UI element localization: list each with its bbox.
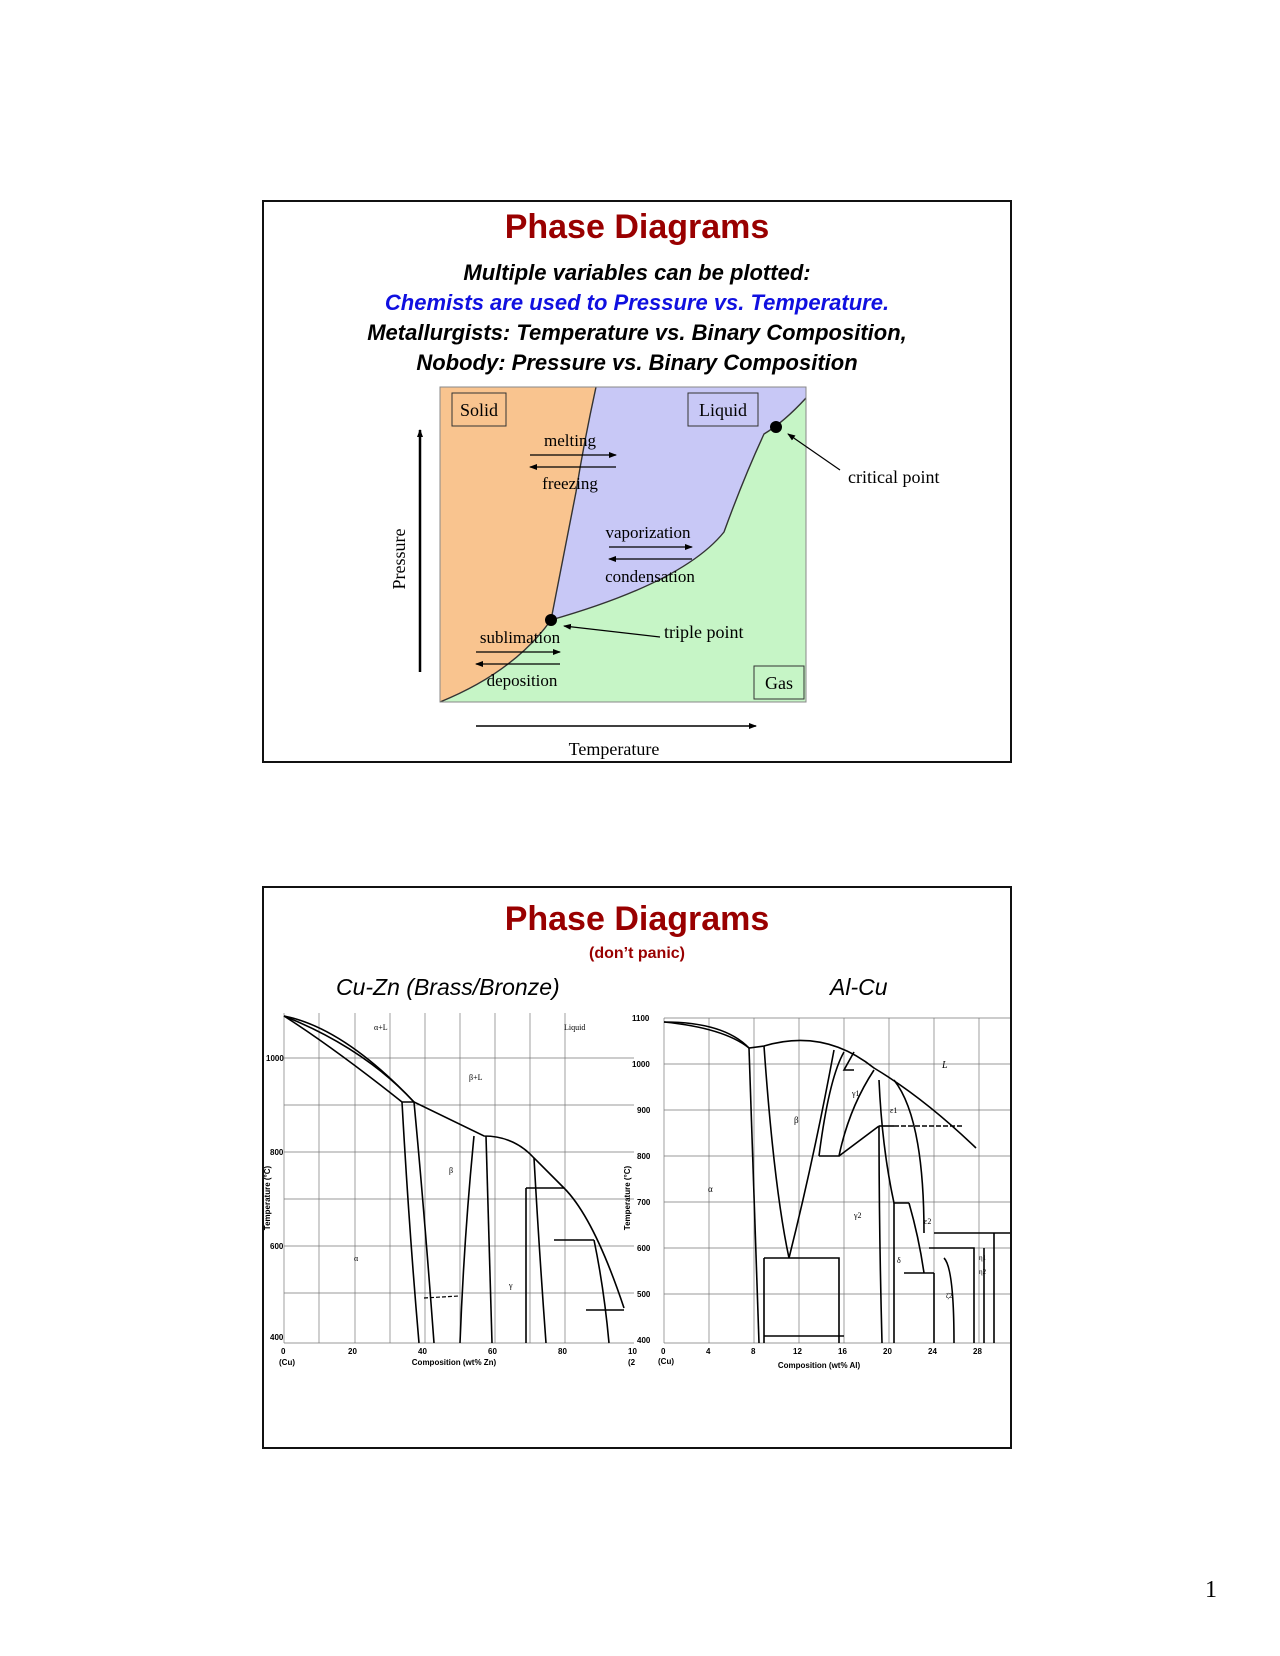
- al-cu-y-tick-600: 600: [637, 1244, 651, 1253]
- slide-1-line-3: Metallurgists: Temperature vs. Binary Composition,: [367, 320, 907, 345]
- slide-1-line-1: Multiple variables can be plotted:: [463, 260, 811, 285]
- slide-1-line-2: Chemists are used to Pressure vs. Temperature.: [384, 290, 890, 315]
- al-cu-zeta2-label: ζ2: [946, 1292, 953, 1300]
- slide-1: [262, 200, 1012, 763]
- al-cu-gamma1-label: γ1: [852, 1089, 860, 1098]
- al-cu-phase-diagram: [624, 1008, 1010, 1378]
- al-cu-alpha-label: α: [708, 1184, 713, 1194]
- al-cu-x-tick-4: 4: [706, 1347, 711, 1356]
- al-cu-y-label: Temperature (°C): [623, 1165, 632, 1231]
- al-cu-x-tick-16: 16: [838, 1347, 847, 1356]
- slide-2: [262, 886, 1012, 1449]
- cu-zn-x-tick-0: 0: [281, 1347, 286, 1356]
- cu-zn-gamma-label: γ: [509, 1281, 513, 1290]
- cu-zn-alpha-l-label: α+L: [374, 1023, 388, 1032]
- cu-zn-phase-diagram: [264, 1008, 644, 1378]
- cu-zn-y-tick-400: 400: [270, 1333, 284, 1342]
- sublimation-label: sublimation: [479, 628, 561, 647]
- melting-label: melting: [544, 431, 596, 450]
- al-cu-delta-label: δ: [897, 1256, 901, 1265]
- al-cu-eta2-label: η2: [979, 1268, 987, 1276]
- deposition-label: deposition: [486, 671, 558, 690]
- cu-zn-x-tick-100: 10: [628, 1347, 637, 1356]
- pressure-temperature-diagram: [264, 202, 1010, 761]
- al-cu-y-tick-800: 800: [637, 1152, 651, 1161]
- al-cu-y-tick-700: 700: [637, 1198, 651, 1207]
- freezing-label: freezing: [542, 474, 598, 493]
- cu-zn-x-tick-80: 80: [558, 1347, 567, 1356]
- solid-label: Solid: [459, 400, 499, 420]
- liquid-label: Liquid: [699, 400, 747, 420]
- cu-zn-liquid-label: Liquid: [564, 1023, 586, 1032]
- critical-point-label: critical point: [848, 467, 940, 487]
- al-cu-x-tick-24: 24: [928, 1347, 937, 1356]
- slide-2-subtitle: (don’t panic): [589, 945, 685, 962]
- al-cu-y-tick-1000: 1000: [632, 1060, 650, 1069]
- al-cu-epsilon1-label: ε1: [890, 1106, 898, 1115]
- al-cu-x-tick-0: 0: [661, 1347, 666, 1356]
- al-cu-epsilon2-label: ε2: [924, 1217, 932, 1226]
- al-cu-x-tick-28: 28: [973, 1347, 982, 1356]
- cu-zn-x-end-right: (2: [628, 1358, 636, 1367]
- al-cu-x-tick-8: 8: [751, 1347, 756, 1356]
- cu-zn-y-tick-800: 800: [270, 1148, 284, 1157]
- condensation-label: condensation: [605, 567, 695, 586]
- temperature-axis-label: Temperature: [568, 739, 660, 759]
- vaporization-label: vaporization: [605, 523, 691, 542]
- cu-zn-x-label: Composition (wt% Zn): [411, 1358, 497, 1367]
- cu-zn-x-tick-40: 40: [418, 1347, 427, 1356]
- triple-point-label: triple point: [664, 622, 744, 642]
- al-cu-caption: Al-Cu: [830, 974, 888, 1000]
- cu-zn-x-end-left: (Cu): [279, 1358, 295, 1367]
- cu-zn-caption: Cu-Zn (Brass/Bronze): [336, 974, 560, 1000]
- al-cu-y-tick-900: 900: [637, 1106, 651, 1115]
- al-cu-x-label: Composition (wt% Al): [777, 1361, 861, 1370]
- al-cu-y-tick-400: 400: [637, 1336, 651, 1345]
- al-cu-y-tick-500: 500: [637, 1290, 651, 1299]
- triple-point-marker: [545, 614, 557, 626]
- cu-zn-x-tick-60: 60: [488, 1347, 497, 1356]
- critical-point-marker: [770, 421, 782, 433]
- cu-zn-x-tick-20: 20: [348, 1347, 357, 1356]
- page-number: 1: [1205, 1577, 1217, 1603]
- al-cu-x-tick-12: 12: [793, 1347, 802, 1356]
- al-cu-l-label: L: [942, 1060, 948, 1071]
- cu-zn-beta-l-label: β+L: [469, 1073, 483, 1082]
- al-cu-x-end-label: (Cu): [658, 1357, 674, 1366]
- slide-1-title: Phase Diagrams: [504, 208, 770, 246]
- slide-2-title: Phase Diagrams: [504, 900, 770, 938]
- al-cu-eta1-label: η1: [979, 1254, 987, 1262]
- gas-label: Gas: [765, 673, 793, 693]
- pressure-axis-label: Pressure: [389, 528, 409, 590]
- cu-zn-y-label: Temperature (°C): [263, 1165, 272, 1231]
- al-cu-beta-label: β: [794, 1115, 799, 1125]
- al-cu-gamma2-label: γ2: [854, 1211, 862, 1220]
- cu-zn-alpha-label: α: [354, 1254, 359, 1263]
- cu-zn-y-tick-1000: 1000: [266, 1054, 284, 1063]
- slide-1-line-4: Nobody: Pressure vs. Binary Composition: [416, 350, 858, 375]
- cu-zn-y-tick-600: 600: [270, 1242, 284, 1251]
- al-cu-x-tick-20: 20: [883, 1347, 892, 1356]
- cu-zn-beta-label: β: [449, 1166, 454, 1175]
- al-cu-y-tick-1100: 1100: [632, 1014, 650, 1023]
